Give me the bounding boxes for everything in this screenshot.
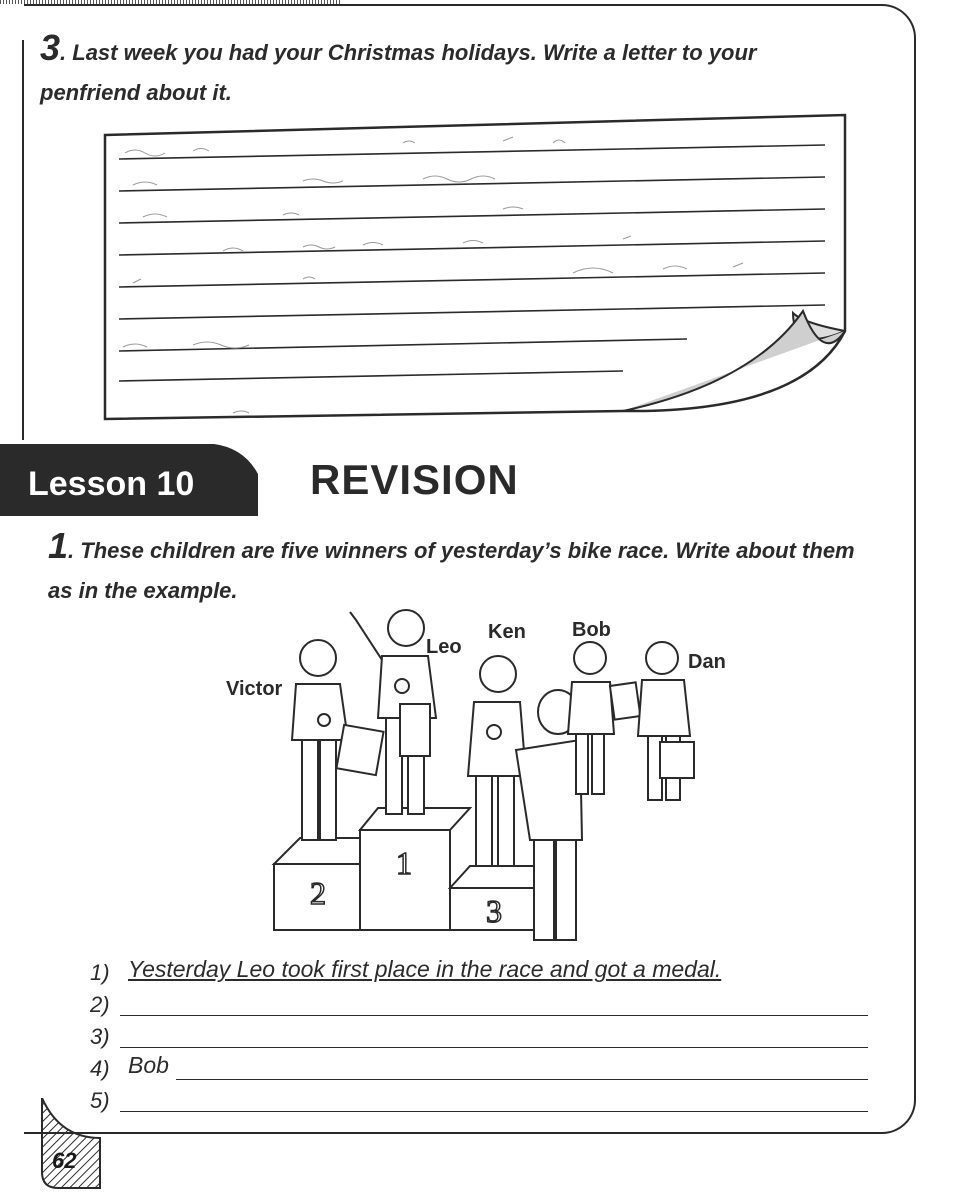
answer-number: 2) xyxy=(90,992,110,1017)
answer-line[interactable] xyxy=(176,1079,868,1080)
answer-line[interactable] xyxy=(120,1111,868,1112)
lesson-banner-notch xyxy=(214,444,258,474)
answer-number: 5) xyxy=(90,1088,110,1113)
exercise-1-prompt: . These children are five winners of yesterday’s bike race. Write about them as in the example. xyxy=(48,538,855,603)
label-dan: Dan xyxy=(688,651,726,673)
answer-line[interactable] xyxy=(120,1015,868,1016)
exercise-3-number: 3 xyxy=(40,27,61,68)
answer-row xyxy=(90,988,880,1020)
label-ken: Ken xyxy=(488,621,526,643)
exercise-3-prompt: . Last week you had your Christmas holidays. Write a letter to your penfriend about it. xyxy=(40,40,757,105)
podium-number-1: 1 xyxy=(396,845,412,881)
letter-writing-box xyxy=(103,113,849,421)
answer-row xyxy=(90,1020,880,1052)
page-left-edge xyxy=(22,40,24,440)
answer-row xyxy=(90,1052,880,1084)
answer-list xyxy=(90,956,880,1116)
answer-number: 3) xyxy=(90,1024,110,1049)
page-number: 62 xyxy=(52,1148,77,1173)
page-corner-tab xyxy=(40,1098,102,1190)
victor-figure xyxy=(292,640,384,840)
podium-number-2: 2 xyxy=(310,875,326,911)
answer-text: Yesterday Leo took first place in the race and got a medal. xyxy=(128,956,722,982)
answer-row xyxy=(90,1084,880,1116)
lesson-title: REVISION xyxy=(310,456,519,503)
dan-figure xyxy=(638,642,694,800)
exercise-1-number: 1 xyxy=(48,525,69,566)
bob-figure xyxy=(568,642,640,794)
exercise-1-heading xyxy=(48,526,878,611)
lesson-banner: Lesson 10 xyxy=(0,444,258,516)
leo-figure xyxy=(350,610,436,814)
bike-race-winners-illustration xyxy=(220,600,740,950)
exercise-3-heading xyxy=(40,28,860,113)
answer-row xyxy=(90,956,880,988)
podium-number-3: 3 xyxy=(486,893,502,929)
label-victor: Victor xyxy=(226,678,283,700)
answer-line[interactable] xyxy=(120,1047,868,1048)
answer-number: 4) xyxy=(90,1056,110,1081)
label-leo: Leo xyxy=(426,636,462,658)
label-bob: Bob xyxy=(572,619,611,641)
answer-text: Bob xyxy=(128,1052,169,1078)
answer-number: 1) xyxy=(90,960,110,985)
